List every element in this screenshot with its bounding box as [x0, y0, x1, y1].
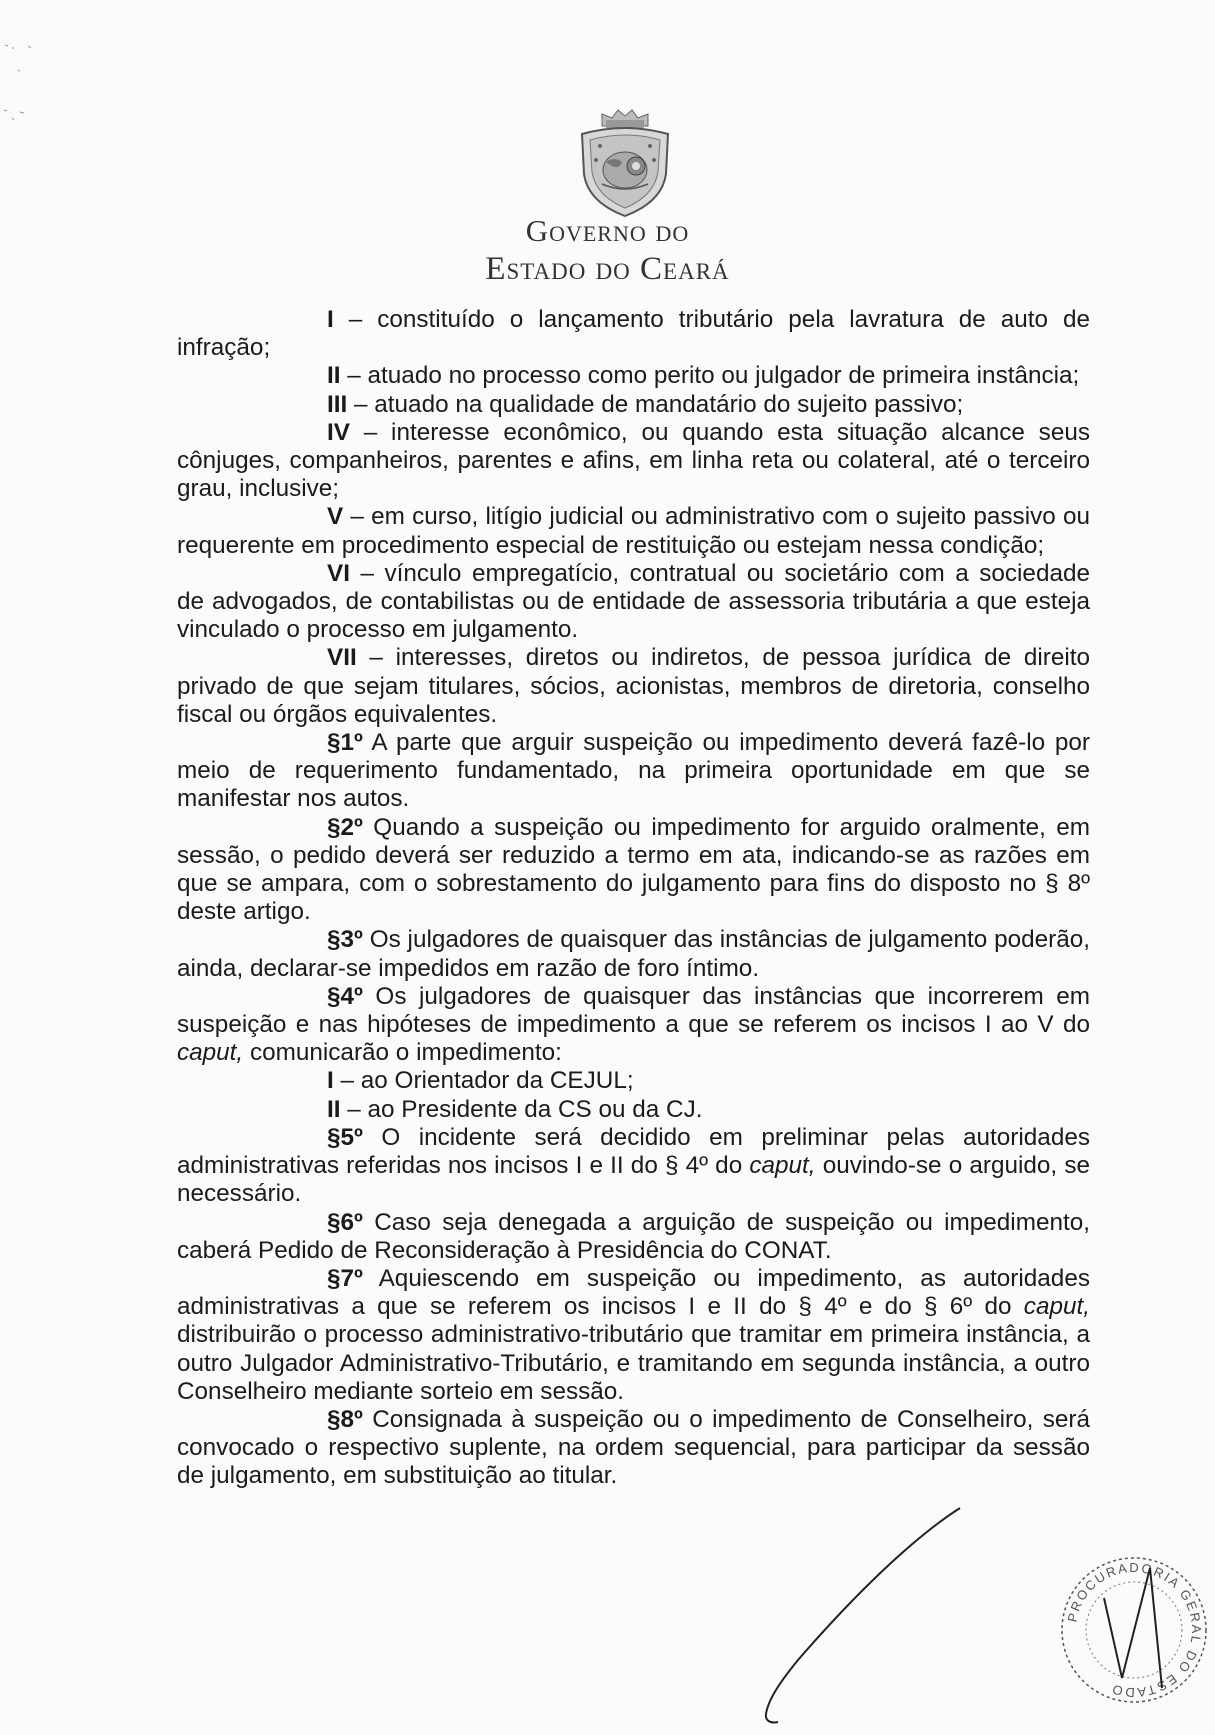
paragraph-label: §2º [327, 813, 363, 841]
clause-label: VI [327, 559, 350, 587]
paragraph-7 [177, 1265, 1090, 1406]
paragraph-text: Caso seja denegada a arguição de suspeição ou impedimento, caberá Pedido de Reconsideração à Presidência do CONAT. [177, 1208, 1090, 1264]
clause-label: I [327, 1067, 334, 1095]
paragraph-label: §3º [327, 926, 363, 954]
paragraph-label: §6º [327, 1208, 363, 1236]
paragraph-italic: caput, [1023, 1293, 1090, 1321]
paragraph-1 [177, 729, 1090, 814]
paragraph-label: §4º [327, 982, 363, 1010]
paragraph-label: §1º [327, 729, 363, 757]
state-coat-of-arms-logo [572, 104, 678, 222]
clause-text: – interesse econômico, ou quando esta situação alcance seus cônjuges, companheiros, parentes e afins, em linha reta ou colateral, até o terceiro grau, inclusive; [177, 418, 1090, 503]
paragraph-text: O incidente será decidido em preliminar pelas autoridades administrativas referidas nos incisos I e II do § 4º do [177, 1123, 1090, 1180]
clause-text: – interesses, diretos ou indiretos, de pessoa jurídica de direito privado de que sejam titulares, sócios, acionistas, membros de diretoria, conselho fiscal ou órgãos equivalentes. [177, 644, 1090, 728]
clause-text: – ao Orientador da CEJUL; [333, 1067, 634, 1095]
paragraph-text: Os julgadores de quaisquer das instâncias de julgamento poderão, ainda, declarar-se impedidos em razão de foro íntimo. [177, 926, 1090, 982]
clause-text: – atuado na qualidade de mandatário do sujeito passivo; [347, 390, 964, 418]
paragraph-text: Aquiescendo em suspeição ou impedimento, as autoridades administrativas a que se referem os incisos I e II do § 4º e do § 6º do [177, 1264, 1090, 1321]
paragraph-text: comunicarão o impedimento: [243, 1039, 562, 1067]
clause-label: V [327, 503, 344, 531]
paragraph-label: §5º [327, 1123, 363, 1151]
clause-text: – vínculo empregatício, contratual ou societário com a sociedade de advogados, de contabilistas ou de entidade de assessoria tributária a que esteja vinculado o processo em julgamento. [177, 559, 1090, 644]
clause-label: VII [327, 644, 357, 672]
paragraph-5 [177, 1124, 1090, 1209]
paragraph-italic: caput, [177, 1039, 244, 1067]
clause-vii [177, 644, 1090, 729]
clause-i [177, 306, 1090, 362]
clause-ii [177, 362, 1090, 390]
clause-label: III [327, 390, 348, 418]
letterhead-line-2: Estado do Ceará [485, 251, 730, 287]
paragraph-4-item-i [177, 1067, 1090, 1095]
letterhead [0, 212, 1215, 288]
paragraph-4-item-ii [177, 1096, 1090, 1124]
paragraph-text: Quando a suspeição ou impedimento for arguido oralmente, em sessão, o pedido deverá ser reduzido a termo em ata, indicando-se as razões em que se ampara, com o sobrestamento do julgamento para fins do disposto no § 8º deste artigo. [177, 813, 1090, 926]
paragraph-2 [177, 814, 1090, 927]
clause-text: – constituído o lançamento tributário pela lavratura de auto de infração; [177, 306, 1090, 362]
paragraph-text: Os julgadores de quaisquer das instâncias que incorrerem em suspeição e nas hipóteses de impedimento a que se referem os incisos I ao V do [177, 982, 1090, 1039]
clause-iv [177, 419, 1090, 504]
clause-text: – atuado no processo como perito ou julgador de primeira instância; [340, 362, 1080, 390]
paragraph-text: A parte que arguir suspeição ou impedimento deverá fazê-lo por meio de requerimento fundamentado, na primeira oportunidade em que se manifestar nos autos. [177, 729, 1090, 813]
clause-text: – em curso, litígio judicial ou administrativo com o sujeito passivo ou requerente em procedimento especial de restituição ou estejam nessa condição; [177, 503, 1090, 559]
clause-label: I [327, 306, 334, 333]
scan-marks [0, 40, 50, 140]
paragraph-4 [177, 983, 1090, 1068]
clause-v [177, 503, 1090, 559]
procuradoria-stamp [1052, 1548, 1215, 1713]
paragraph-8 [177, 1406, 1090, 1491]
stamp-text: PROCURADORIA GERAL DO ESTADO [1064, 1559, 1205, 1701]
paragraph-text: ouvindo-se o arguido, se necessário. [177, 1152, 1090, 1208]
paragraph-italic: caput, [749, 1152, 816, 1180]
paragraph-6 [177, 1209, 1090, 1265]
handwritten-signature-stroke [760, 1500, 980, 1730]
clause-label: II [327, 362, 341, 390]
letterhead-line-1: Governo do [525, 213, 690, 248]
clause-label: II [327, 1095, 341, 1123]
clause-vi [177, 560, 1090, 645]
clause-text: – ao Presidente da CS ou da CJ. [340, 1095, 703, 1123]
clause-label: IV [327, 418, 350, 446]
paragraph-text: Consignada à suspeição ou o impedimento de Conselheiro, será convocado o respectivo suplente, na ordem sequencial, para participar da sessão de julgamento, em substituição ao titular. [177, 1405, 1090, 1490]
paragraph-label: §7º [327, 1264, 363, 1292]
document-body [177, 306, 1090, 1491]
clause-iii [177, 391, 1090, 419]
paragraph-text: distribuirão o processo administrativo-tributário que tramitar em primeira instância, a outro Julgador Administrativo-Tributário, e tramitando em segunda instância, a outro Conselheiro mediante sorteio em sessão. [177, 1321, 1090, 1405]
paragraph-3 [177, 926, 1090, 982]
paragraph-label: §8º [327, 1405, 363, 1433]
